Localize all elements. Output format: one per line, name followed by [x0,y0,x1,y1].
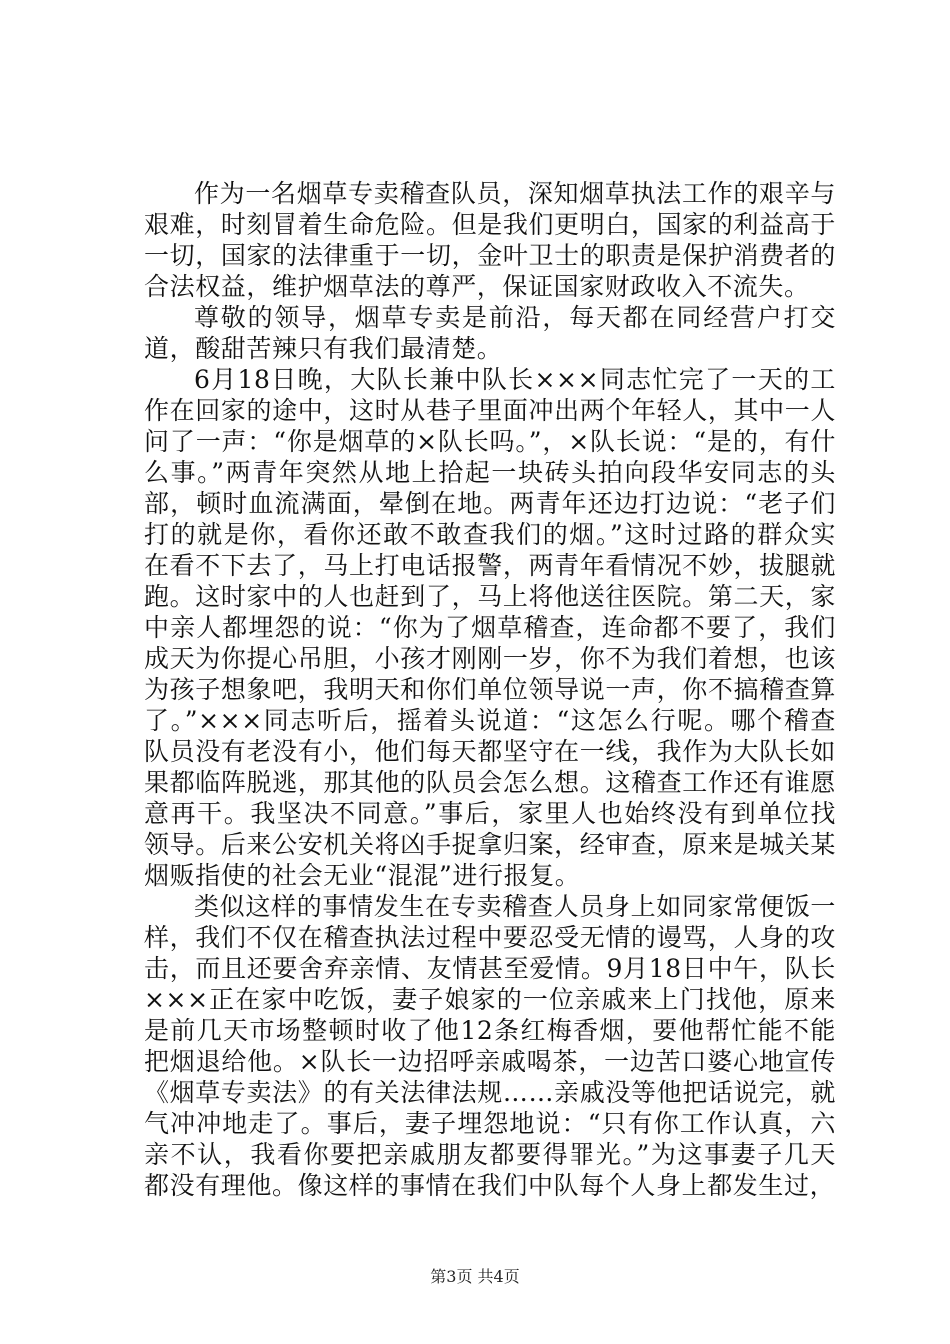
page-footer: 第3页 共4页 [430,1267,520,1286]
paragraph-4: 类似这样的事情发生在专卖稽查人员身上如同家常便饭一样，我们不仅在稽查执法过程中要忍受无情的谩骂，人身的攻击，而且还要舍弃亲情、友情甚至爱情。9月18日中午，队长×××正在家中吃饭，妻子娘家的一位亲戚来上门找他，原来是前几天市场整顿时收了他12条红梅香烟，要他帮忙能不能把烟退给他。×队长一边招呼亲戚喝茶，一边苦口婆心地宣传《烟草专卖法》的有关法律法规……亲戚没等他把话说完，就气冲冲地走了。事后，妻子埋怨地说：“只有你工作认真，六亲不认，我看你要把亲戚朋友都要得罪光。”为这事妻子几天都没有理他。像这样的事情在我们中队每个人身上都发生过， [144,892,836,1200]
paragraph-2: 尊敬的领导，烟草专卖是前沿，每天都在同经营户打交道，酸甜苦辣只有我们最清楚。 [144,303,836,363]
body-text [144,178,836,1201]
paragraph-1: 作为一名烟草专卖稽查队员，深知烟草执法工作的艰辛与艰难，时刻冒着生命危险。但是我们更明白，国家的利益高于一切，国家的法律重于一切，金叶卫士的职责是保护消费者的合法权益，维护烟草法的尊严，保证国家财政收入不流失。 [144,179,836,301]
paragraph-3: 6月18日晚，大队长兼中队长×××同志忙完了一天的工作在回家的途中，这时从巷子里面冲出两个年轻人，其中一人问了一声：“你是烟草的×队长吗。”，×队长说：“是的，有什么事。”两青年突然从地上拾起一块砖头拍向段华安同志的头部，顿时血流满面，晕倒在地。两青年还边打边说：“老子们打的就是你，看你还敢不敢查我们的烟。”这时过路的群众实在看不下去了，马上打电话报警，两青年看情况不妙，拔腿就跑。这时家中的人也赶到了，马上将他送往医院。第二天，家中亲人都埋怨的说：“你为了烟草稽查，连命都不要了，我们成天为你提心吊胆，小孩才刚刚一岁，你不为我们着想，也该为孩子想象吧，我明天和你们单位领导说一声，你不搞稽查算了。”×××同志听后，摇着头说道：“这怎么行呢。哪个稽查队员没有老没有小，他们每天都坚守在一线，我作为大队长如果都临阵脱逃，那其他的队员会怎么想。这稽查工作还有谁愿意再干。我坚决不同意。”事后，家里人也始终没有到单位找领导。后来公安机关将凶手捉拿归案，经审查，原来是城关某烟贩指使的社会无业“混混”进行报复。 [144,365,836,890]
